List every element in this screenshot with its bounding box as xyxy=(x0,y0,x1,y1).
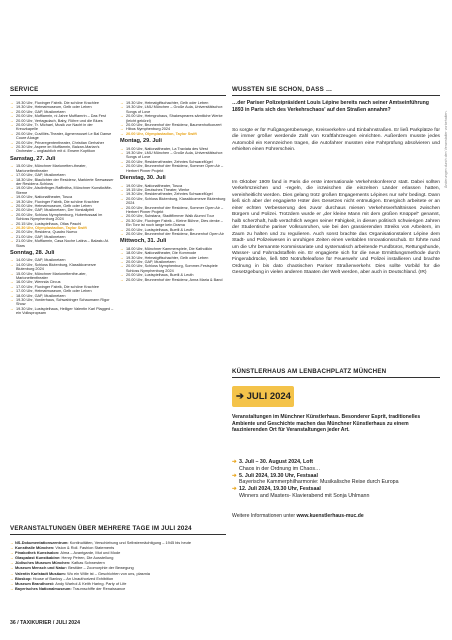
arrow-right-icon: → xyxy=(10,298,14,303)
arrow-right-icon: → xyxy=(10,550,14,556)
event-item: ➔ 5. Juli 2024, 19.30 Uhr, Festsaal Bayerische Kammerphilharmonie: Musikalische Reise durch Europa xyxy=(232,472,399,486)
arrow-right-icon: → xyxy=(10,212,14,217)
list-item-text: 20.00 Uhr, Lustspielhaus, Buetli & Leuth xyxy=(126,273,194,278)
list-item-title: Glaspalast Kunstkabine: xyxy=(15,555,62,561)
day-heading-dienstag: Dienstag, 30. Juli xyxy=(120,175,166,182)
month-badge-text: JULI 2024 xyxy=(246,391,291,402)
service-column-2 xyxy=(120,101,226,282)
day-heading-samstag: Samstag, 27. Juli xyxy=(10,155,56,162)
list-item-text: 19.00 Uhr, Nationaltheater, La Traviata des West xyxy=(126,146,208,151)
arrow-right-icon: → xyxy=(10,186,14,191)
list-item xyxy=(10,272,114,281)
list-item-text: 20.30 Uhr, Fluxinger Fabrik – Kleine Bühne, Dies denke – Ein Tonr ist noch lange kein Drama xyxy=(126,218,223,228)
arrow-right-icon: → xyxy=(10,555,14,561)
list-group-1 xyxy=(10,101,114,154)
page-footer: 36 / TAXIKURIER / JULI 2024 xyxy=(10,620,80,626)
list-item-text: 19.30 Uhr, LMU München – Große Aula, Universitätschor: Songs of Love xyxy=(126,151,224,160)
list-item-text: 19.30 Uhr, Fluxinger Fabrik. Die schöne Krachlee xyxy=(16,101,99,105)
arrow-right-icon: → xyxy=(120,273,124,278)
list-item xyxy=(10,307,114,316)
list-item-text: 17.00 Uhr, Fluxinger Fabrik, Die schöne Krachlee xyxy=(16,284,99,289)
list-item xyxy=(10,132,114,141)
arrow-right-icon: → xyxy=(10,101,14,105)
arrow-right-icon: → xyxy=(10,565,14,571)
arrow-right-icon: → xyxy=(10,203,14,208)
arrow-right-icon: → xyxy=(10,545,14,551)
list-item-text: 19.30 Uhr, Heimatgiftschachter, Gelb oder Leben xyxy=(126,101,209,105)
arrow-right-icon: → xyxy=(120,196,124,201)
list-item-title: Kunsthalle München: xyxy=(15,545,56,551)
more-info-line: Weitere Informationen unter www.kuenstlerhaus-muc.de xyxy=(232,513,364,519)
list-item-text: 19.30 Uhr, Residenztheater, Zehntes Schwarzflügel xyxy=(126,192,213,197)
arrow-right-icon: → xyxy=(10,293,14,298)
list-group-dienstag xyxy=(120,184,226,237)
list-item-title: Pinakothek Kunstsalon: xyxy=(15,550,61,556)
list-item-text: Kontinuitäten, Verschiebung und Selbstermächtigung – 1945 bis heute xyxy=(69,540,192,545)
list-item-text: 20.30 Uhr, Olympiastadion, Taylor Swift xyxy=(16,225,87,230)
veranstaltungen-list xyxy=(10,540,226,591)
arrow-right-icon: → xyxy=(10,145,14,150)
arrow-right-icon: → xyxy=(10,208,14,213)
list-item xyxy=(120,278,226,282)
wussten-paragraph-2: Im Oktober 1909 fand in Paris die erste internationale Verkehrskonferenz statt. Dabei sollten Verkehrszeichen und -regeln, die inzwischen die einzelnen Länder erlassen hatten, vereinheitlicht werden. Dies gelang trotz großen Engagements Lépines nur sehr bedingt. Dann ließ sich aber der engagierte Hüter des Gesetzes nicht entmutigen. Energisch arbeitete er an einer echten Verbesserung des zuvor durchaus miesen Verkehrsverhältnisses zwischen Bürgern und Polizei. Trotzdem wurde er „der kleine Mann mit dem großen Knüppel“ genannt, halb scherzhaft, halb verächtlich wegen seiner Fähigkeit, in diesen politisch schwierigen Jahren der Studentische pariser Volksunruhen, wie bei den grassierenden Streiks von Arbeitern, im Zaum zu halten und zu regulieren. Auch sonst brachte das Organisationstalent Lépine dem Stadt- und Polizeiwesen in unruhigen Zeiten einen veritablen Innovationsschub. Er führte rund um die Uhr bemannte Kommissariate und systematisch arbeitende Fundbüros, Rettungshunde, Wasser- und Fahrradstaffeln ein. Er engagierte sich für die neue Ermittlungsmethode durch Fingerabdrücke, ließ 500 Notrufteleafone für Feuerwehr und Polizei installieren und brachte Ordnung in bis dato chaotischen Pariser Straßenverkehr. Dies sollte Vorbild für die Gesetzgebung in vielen anderen Staaten der Welt werden, aber auch in Deutschland. (IR) xyxy=(232,180,440,276)
list-item-text: Henry Petren, Die Ausstellung xyxy=(61,555,114,561)
list-item xyxy=(10,239,114,248)
list-item xyxy=(10,178,114,187)
arrow-right-icon: → xyxy=(120,105,124,110)
list-item-text: 20.00 Uhr, Schloss Nymphenburg, Hubertussaal im Schloss Nymphenburg 2024 xyxy=(16,212,103,222)
list-item-text: 17.00 Uhr, GAP, Musiknetzen xyxy=(16,173,66,178)
list-group-mittwoch xyxy=(120,247,226,282)
list-item xyxy=(120,114,226,123)
list-item xyxy=(10,164,114,173)
arrow-right-icon: → xyxy=(120,101,124,105)
arrow-right-icon: → xyxy=(10,570,14,576)
list-item-text: House of Banksy – An Unauthorized Exhibition xyxy=(32,575,114,581)
list-item-title: Bioskop: xyxy=(15,575,33,581)
list-item-text: 20.00 Uhr, Brunnenhof der Residenz, Baumenhofkonzert xyxy=(126,123,222,128)
list-item-text: Vision & Roll. Fashion Statements xyxy=(55,545,115,551)
arrow-right-icon: → xyxy=(120,192,124,197)
arrow-right-icon: → xyxy=(10,140,14,145)
list-group-sonntag xyxy=(10,258,114,315)
list-item-text: 20.00 Uhr, Vertagsdach, Baby, Röhre und die Blues xyxy=(16,118,103,123)
arrow-right-icon: → xyxy=(120,187,124,192)
event-item: ➔ 3. Juli – 30. August 2024, Loft Chaos in der Ordnung im Chaos… xyxy=(232,459,321,472)
arrow-right-icon: → xyxy=(120,231,124,236)
list-item xyxy=(10,213,114,222)
list-item-text: Traumschiffe der Renaissance xyxy=(72,585,126,591)
veranstaltungen-header-text: VERANSTALTUNGEN ÜBER MEHRERE TAGE IM JULI 2024 xyxy=(10,525,192,532)
arrow-right-icon: → xyxy=(120,246,124,251)
kuenstlerhaus-header-text: KÜNSTLERHAUS AM LENBACHPLATZ MÜNCHEN xyxy=(232,368,387,375)
list-item-text: 20.00 Uhr, Prinzregententheater, Christian Gerhaher xyxy=(16,140,105,145)
list-item xyxy=(120,206,226,215)
arrow-right-icon: → xyxy=(120,131,124,136)
arrow-right-icon: → xyxy=(10,131,14,136)
list-item xyxy=(10,123,114,132)
arrow-right-icon: → xyxy=(10,221,14,226)
list-item-text: 19.30 Uhr, Heimatmuseum, Gelb oder Leben xyxy=(16,105,92,110)
list-item-text: 20.00 Uhr, Schloss Blutenburg, Klassikkomerze Blutenburg 2024 xyxy=(126,196,226,206)
list-item-text: 21.00 Uhr, GAP, Musiknetzen xyxy=(16,234,66,239)
list-item-text: 19.30 Uhr, Heimatgiftschachter, Gelb oder Leben xyxy=(126,255,209,260)
list-item-text: 20.00 Uhr, Residenztheater, Zehntes Schwarzflügel xyxy=(126,159,213,164)
arrow-right-icon: → xyxy=(120,218,124,223)
list-item-text: 20.00 Uhr, Heimatmuseum, Gelb oder Leben xyxy=(16,203,92,208)
list-item-text: 19.00 Uhr, Nationaltheater, Tosca xyxy=(126,183,183,188)
arrow-right-icon: → xyxy=(10,225,14,230)
arrow-right-icon: → xyxy=(120,159,124,164)
list-item-text: 17.00 Uhr, Heimatmuseum, Gelb oder Leben xyxy=(16,289,92,294)
list-item-text: 19.00 Uhr, Alsdinfinger-Raffinitha, Münchner Kunstkräfte-Sterne xyxy=(16,186,112,195)
month-badge-label xyxy=(236,386,291,407)
arrow-right-icon: → xyxy=(120,123,124,128)
arrow-right-icon: → xyxy=(10,105,14,110)
veranstaltungen-header xyxy=(10,523,226,535)
day-heading-mittwoch: Mittwoch, 31. Juli xyxy=(120,238,167,245)
event-item: ➔ 12. Juli 2024, 19.30 Uhr, Festsaal Winners and Masters- Klavierabend mit Sonja Uhlmann xyxy=(232,486,370,499)
list-item-text: 20.00 Uhr, Brunnenhof der Residenz, Beunenhof Open Air xyxy=(126,231,224,236)
arrow-right-icon: → xyxy=(120,227,124,232)
list-item-text: 14.00 Uhr, GAP, Musiknetzen xyxy=(16,258,66,263)
list-item xyxy=(120,219,226,228)
list-group-montag xyxy=(120,147,226,173)
list-item-text: 20.00 Uhr, Mufflamrin, ni Jahre Mufflamrin – Das Fest xyxy=(16,114,106,119)
list-item-text: 20.00 Uhr, GAP, Musiknetzen xyxy=(126,260,176,264)
list-item xyxy=(120,197,226,206)
arrow-right-icon: → xyxy=(10,230,14,235)
list-item-title: Museum Mensch und Natur: xyxy=(15,565,69,571)
day-heading-sonntag: Sonntag, 28. Juli xyxy=(10,250,55,256)
list-item-text: 15.00 Uhr, Münchner Marionetten-theater, Marionettentheater xyxy=(16,164,87,173)
arrow-right-icon: → xyxy=(120,127,124,132)
arrow-right-icon: → xyxy=(10,195,14,200)
list-item-text: 20.15 Uhr, Lustspielhaus, Otlas Paschl xyxy=(16,221,82,226)
list-item-text: 20.00 Uhr, Lustspielhaus, Buetli & Leuth xyxy=(126,227,194,232)
arrow-right-icon: ➔ xyxy=(232,486,237,493)
kuenstlerhaus-description: Veranstaltungen im Münchner Künstlerhaus. Besonderer Esprit, traditionelles Ambiente und Geschichte machen das Münchner Künstlerhaus zu einem faszinierenden Ort für Veranstaltungen jeder Art. xyxy=(232,414,421,434)
list-item-text: 19.15 Uhr, Deutsches Theater, Werke xyxy=(126,187,190,192)
arrow-right-icon: → xyxy=(10,271,14,276)
wussten-header xyxy=(232,84,440,96)
list-group-samstag xyxy=(10,164,114,248)
arrow-right-icon: → xyxy=(10,540,14,545)
arrow-right-icon: → xyxy=(10,177,14,182)
arrow-right-icon: → xyxy=(120,277,124,282)
arrow-right-icon: → xyxy=(10,306,14,311)
list-item-text: Alma – Avantgarde, Mut und Mode xyxy=(60,550,121,556)
arrow-right-icon: → xyxy=(120,205,124,210)
list-item-text: 15.00 Uhr, Münchner Marionettenthe-ater, Marionettentheater xyxy=(16,271,87,281)
arrow-right-icon: → xyxy=(120,255,124,260)
arrow-right-icon: ➔ xyxy=(232,472,237,479)
list-item-text: 20.00 Uhr, Brunnenhof der Residenz, Anna Maria & Band xyxy=(126,277,223,282)
list-item-text: 14.00 Uhr, Schloss Blutenburg, Klassikkomerze Blutenburg 2024 xyxy=(16,262,96,272)
website-link[interactable]: www.kuenstlerhaus-muc.de xyxy=(296,513,364,519)
arrow-right-icon: → xyxy=(10,575,14,581)
arrow-right-icon: → xyxy=(10,258,14,263)
list-item-text: 20.00 Uhr, Cuvilliés-Theater, Agmenrouset Le Bal Danse Coure Alosge xyxy=(16,131,112,141)
list-item-text: 20.00 Uhr, Brunnenhof der Residenz, Sommer Open Air – Herbert Pixner Projekt xyxy=(126,205,224,214)
arrow-right-icon: → xyxy=(120,114,124,119)
list-item-text: 20.00 Uhr, GAP, Musiknetzen, Der Vorstallpfeil xyxy=(16,208,95,213)
list-item-text: 18.00 Uhr, Münchner Kammerspiele, Die Katholikin xyxy=(126,246,213,251)
list-item-text: 20.00 Uhr, Substanz, Stadtflimmer Walk Alumni Tour xyxy=(126,214,214,219)
day-heading-montag: Montag, 29. Juli xyxy=(120,138,162,145)
arrow-right-icon: → xyxy=(10,580,14,586)
list-item xyxy=(10,263,114,272)
list-item-text: 20.00 Uhr, GAP, Musiknetzen xyxy=(16,109,66,114)
list-item-text: 16.00 Uhr, Wennda Circus xyxy=(16,280,61,285)
kuenstlerhaus-header xyxy=(232,366,440,378)
list-item xyxy=(10,586,226,591)
list-item-text: 20.00 Uhr, Brunnenhof der Residenz, Sommer Open Air – Herbert Pixner Projekt xyxy=(126,164,224,173)
list-item xyxy=(10,298,114,307)
arrow-right-icon: → xyxy=(120,164,124,169)
arrow-right-icon: → xyxy=(10,289,14,294)
arrow-right-icon: → xyxy=(10,234,14,239)
list-item-title: Jüdisches Museum München: xyxy=(15,560,72,566)
list-item-text: 19.30 Uhr, Lustspielhaus, Heiliger Valentin Karl Plagged – ein Volkspropsam xyxy=(16,306,114,316)
list-item-text: Wo ein Wille ist – Geschichten von uns, plasmia xyxy=(67,570,150,576)
list-item-text: 19.30 Uhr, Fluxinger Fabrik, Die schöne Krachlee xyxy=(16,199,99,204)
arrow-right-icon: → xyxy=(10,560,14,566)
arrow-right-icon: → xyxy=(120,183,124,188)
wussten-lead: …der Pariser Polizeipräsident Louis Lépine bereits nach seiner Amtseinführung 1893 in Paris sich des Verkehrschaos' auf den Straßen annahm? xyxy=(232,100,429,113)
arrow-right-icon: → xyxy=(10,109,14,114)
arrow-right-icon: ➔ xyxy=(236,391,247,402)
wussten-header-text: WUSSTEN SIE SCHON, DASS … xyxy=(232,86,333,93)
list-group-2 xyxy=(120,101,226,136)
list-item xyxy=(120,164,226,173)
list-item xyxy=(120,105,226,114)
list-item-text: 18.30 Uhr, Blaulichter der Residenz, Markierte Seewasser der Residenz-Schloss xyxy=(16,177,114,186)
list-item xyxy=(10,145,114,154)
arrow-right-icon: → xyxy=(120,251,124,256)
arrow-right-icon: → xyxy=(10,123,14,128)
arrow-right-icon: → xyxy=(10,262,14,267)
arrow-right-icon: ➔ xyxy=(232,459,237,465)
list-item-text: 20.30 Uhr, Aspere im Mufflamrin, Balzan-Marian's Orchester – unglaublich mit d. Ensem Koptikon xyxy=(16,145,100,154)
list-item-title: NS-Dokumentationszentrum: xyxy=(15,540,70,545)
arrow-right-icon: → xyxy=(120,214,124,219)
list-item-text: 20.00 Uhr, Heimgruhaus, Shakespeares sämtliche Werke (leicht gekürzt) xyxy=(126,114,223,123)
list-item xyxy=(120,132,226,136)
list-item-text: Kafkas Schwestern xyxy=(71,560,105,566)
list-item xyxy=(120,232,226,236)
arrow-right-icon: → xyxy=(10,199,14,204)
list-item-title: Valentin Karlstadt Musäum: xyxy=(15,570,68,576)
arrow-right-icon: → xyxy=(120,146,124,151)
kuenstlerhaus-events xyxy=(232,459,440,500)
list-item-text: Hibos Nymphenburg 2024 xyxy=(126,127,171,132)
list-item-text: 21.00 Uhr, Mufflamrin, Casa Noche Latina – Balastu At. Stars xyxy=(16,239,110,248)
arrow-right-icon: → xyxy=(10,585,14,591)
service-header-text: SERVICE xyxy=(10,86,39,93)
list-item xyxy=(120,264,226,273)
list-item xyxy=(120,151,226,160)
list-item-text: 19.30 Uhr, LMU München – Große Aula, Universitätschor: Songs of Love xyxy=(126,105,224,114)
arrow-right-icon: → xyxy=(120,260,124,264)
arrow-right-icon: → xyxy=(120,151,124,156)
arrow-right-icon: → xyxy=(10,239,14,244)
arrow-right-icon: → xyxy=(120,264,124,269)
list-item-text: 19.00 Uhr, Nationaltheater, Tosca xyxy=(16,195,73,200)
service-column-1 xyxy=(10,101,114,316)
arrow-right-icon: → xyxy=(10,114,14,119)
arrow-right-icon: → xyxy=(10,280,14,285)
list-item-title: Bayerisches Nationalmuseum: xyxy=(15,585,73,591)
service-header xyxy=(10,84,226,96)
wussten-paragraph-1: So sorgte er für Fußgängerüberwege, Kreisverkehre und Einbahnstraßen. Er ließ Parkplätze für die immer größer werdende Zahl von Kraftfahrzeugen einrichten. Außerdem musste jedes Automobil ein Kennzeichen tragen, die Autofahrer mussten eine Fahrprüfung absolvieren und erhielten einen Führerschein. xyxy=(232,128,440,153)
arrow-right-icon: → xyxy=(10,164,14,169)
list-item-text: Andy Warhol & Keith Haring. Party of Life xyxy=(55,580,127,586)
list-item-text: Bestiäre – Zoomorphie der Bewegung xyxy=(68,565,134,571)
arrow-right-icon: → xyxy=(10,284,14,289)
arrow-right-icon: → xyxy=(10,173,14,178)
list-item-text: 20.00 Uhr, Schloss Nymphenburg, Sommer-Festspiele Schloss Nymphenburg 2024 xyxy=(126,264,218,273)
list-item-text: 18.00 Uhr, Nationaltheater, Die Kommode xyxy=(126,251,197,256)
arrow-right-icon: → xyxy=(10,118,14,123)
list-item-text: 19.30 Uhr, Vorderhaus, Schwabinger Schaumann Rigor Show xyxy=(16,298,110,307)
list-item-text: 18.00 Uhr, GAP, Musiknetzen xyxy=(16,293,66,298)
list-item xyxy=(10,186,114,195)
list-item-title: Museum Brandhorst: xyxy=(15,580,56,586)
list-item-text: 20.00 Uhr, Olympiastadion, Taylor Swift xyxy=(126,131,197,136)
list-item-text: 20.00 Uhr, Tr. Michael, Musik zur Nacht in der Kreuzkapelle xyxy=(16,123,93,132)
list-item-text: 20.00 Uhr, Residenz, Quadro Nuevo xyxy=(16,230,78,235)
